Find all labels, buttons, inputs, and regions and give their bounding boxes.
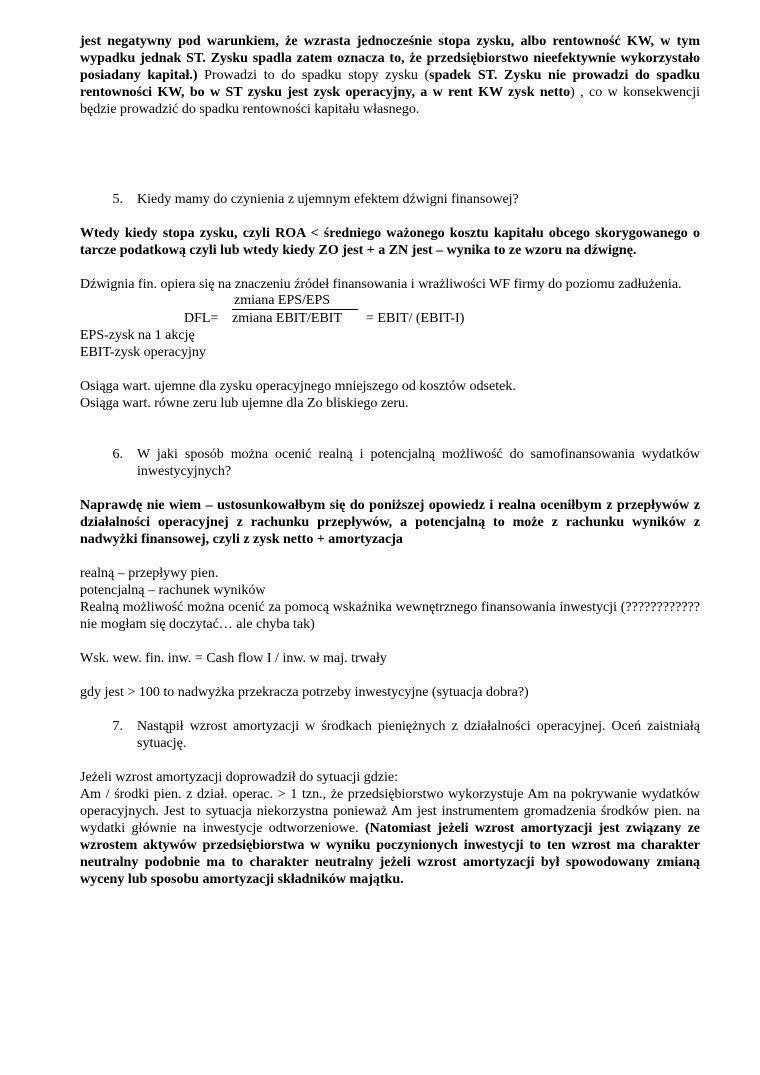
bold-text: spadek ST. Zysku nie prowadzi do spadku rentowności KW, bo w ST zysku jest zysk operacyjny, a w rent KW zysk netto <box>80 68 701 100</box>
answer-line: realną – przepływy pien. <box>80 566 219 581</box>
answer-7-intro: Jeżeli wzrost amortyzacji doprowadził do sytuacji gdzie: <box>80 770 399 785</box>
question-text: W jaki sposób można ocenić realną i potencjalną możliwość do samofinansowania wydatków inwestycyjnych? <box>137 447 700 479</box>
answer-7-body <box>80 786 700 888</box>
question-number: 7. <box>112 719 123 734</box>
formula-rhs: = EBIT/ (EBIT-I) <box>366 311 465 326</box>
question-text: Nastąpił wzrost amortyzacji w środkach pieniężnych z działalności operacyjnej. Oceń zaistniałą sytuację. <box>137 719 700 751</box>
formula-denominator: zmiana EBIT/EBIT <box>232 311 343 326</box>
wsk-formula: Wsk. wew. fin. inw. = Cash flow I / inw. w maj. trwały <box>80 651 387 666</box>
text: ) , co w konsekwencji będzie prowadzić do spadku rentowności kapitału własnego. <box>80 85 701 117</box>
bold-text: jest negatywny pod warunkiem, że wzrasta jednocześnie stopa zysku, albo rentowność KW, w tym wypadku jednak ST. Zysku spadla zatem oznacza to, że przedsiębiorstwo nieefektywnie wykorzystało posiadany kapitał.) <box>80 34 700 83</box>
question-number: 5. <box>112 192 123 207</box>
question-7 <box>80 718 700 752</box>
gdy-line: gdy jest > 100 to nadwyżka przekracza potrzeby inwestycyjne (sytuacja dobra?) <box>80 685 529 700</box>
dfl-formula <box>80 293 700 327</box>
dfl-intro: Dźwignia fin. opiera się na znaczeniu źródeł finansowania i wrażliwości WF firmy do poziomu zadłużenia. <box>80 277 682 292</box>
text: Prowadzi to do spadku stopy zysku ( <box>197 68 430 83</box>
answer-line: potencjalną – rachunek wyników <box>80 583 266 598</box>
question-text: Kiedy mamy do czynienia z ujemnym efektem dźwigni finansowej? <box>137 192 519 207</box>
question-number: 6. <box>112 447 123 462</box>
document-page <box>80 33 700 888</box>
answer-5: Wtedy kiedy stopa zysku, czyli ROA < średniego ważonego kosztu kapitału obcego skorygowanego o tarcze podatkową czyli lub wtedy kiedy ZO jest + a ZN jest – wynika to ze wzoru na dźwignę. <box>80 226 700 258</box>
question-6 <box>80 446 700 480</box>
osiaga-line: Osiąga wart. równe zeru lub ujemne dla Zo bliskiego zeru. <box>80 396 409 411</box>
answer-line: Realną możliwość można ocenić za pomocą wskaźnika wewnętrznego finansowania inwestycji (???????????? nie mogłam się doczytać… ale chyba tak) <box>80 600 700 632</box>
text: Am / środki pien. z dział. operac. > 1 tzn., że przedsiębiorstwo wykorzystuje Am na pokrywanie wydatków operacyjnych. Jest to sytuacja niekorzystna ponieważ Am jest instrumentem gromadzenia środków pien. na wydatki głównie na inwestycje odtworzeniowe. <box>80 787 700 836</box>
definition-line: EPS-zysk na 1 akcję <box>80 328 195 343</box>
definition-line: EBIT-zysk operacyjny <box>80 345 206 360</box>
paragraph-intro <box>80 33 700 118</box>
answer-6: Naprawdę nie wiem – ustosunkowałbym się do poniższej opowiedz i realna oceniłbym z przepływów z działalności operacyjnej z rachunku przepływów, a potencjalną to może z rachunku wyników z nadwyżki finansowej, czyli z zysk netto + amortyzacja <box>80 498 700 547</box>
bold-text: (Natomiast jeżeli wzrost amortyzacji jest związany ze wzrostem aktywów przedsiębiorstwa w wyniku poczynionych inwestycji to ten wzrost ma charakter neutralny podobnie ma to charakter neutralny jeżeli wzrost amortyzacji był spowodowany zmianą wyceny lub sposobu amortyzacji składników majątku. <box>80 821 701 887</box>
formula-lhs: DFL= <box>184 311 219 326</box>
osiaga-line: Osiąga wart. ujemne dla zysku operacyjnego mniejszego od kosztów odsetek. <box>80 379 516 394</box>
formula-numerator: zmiana EPS/EPS <box>232 293 358 310</box>
question-5 <box>80 191 700 208</box>
